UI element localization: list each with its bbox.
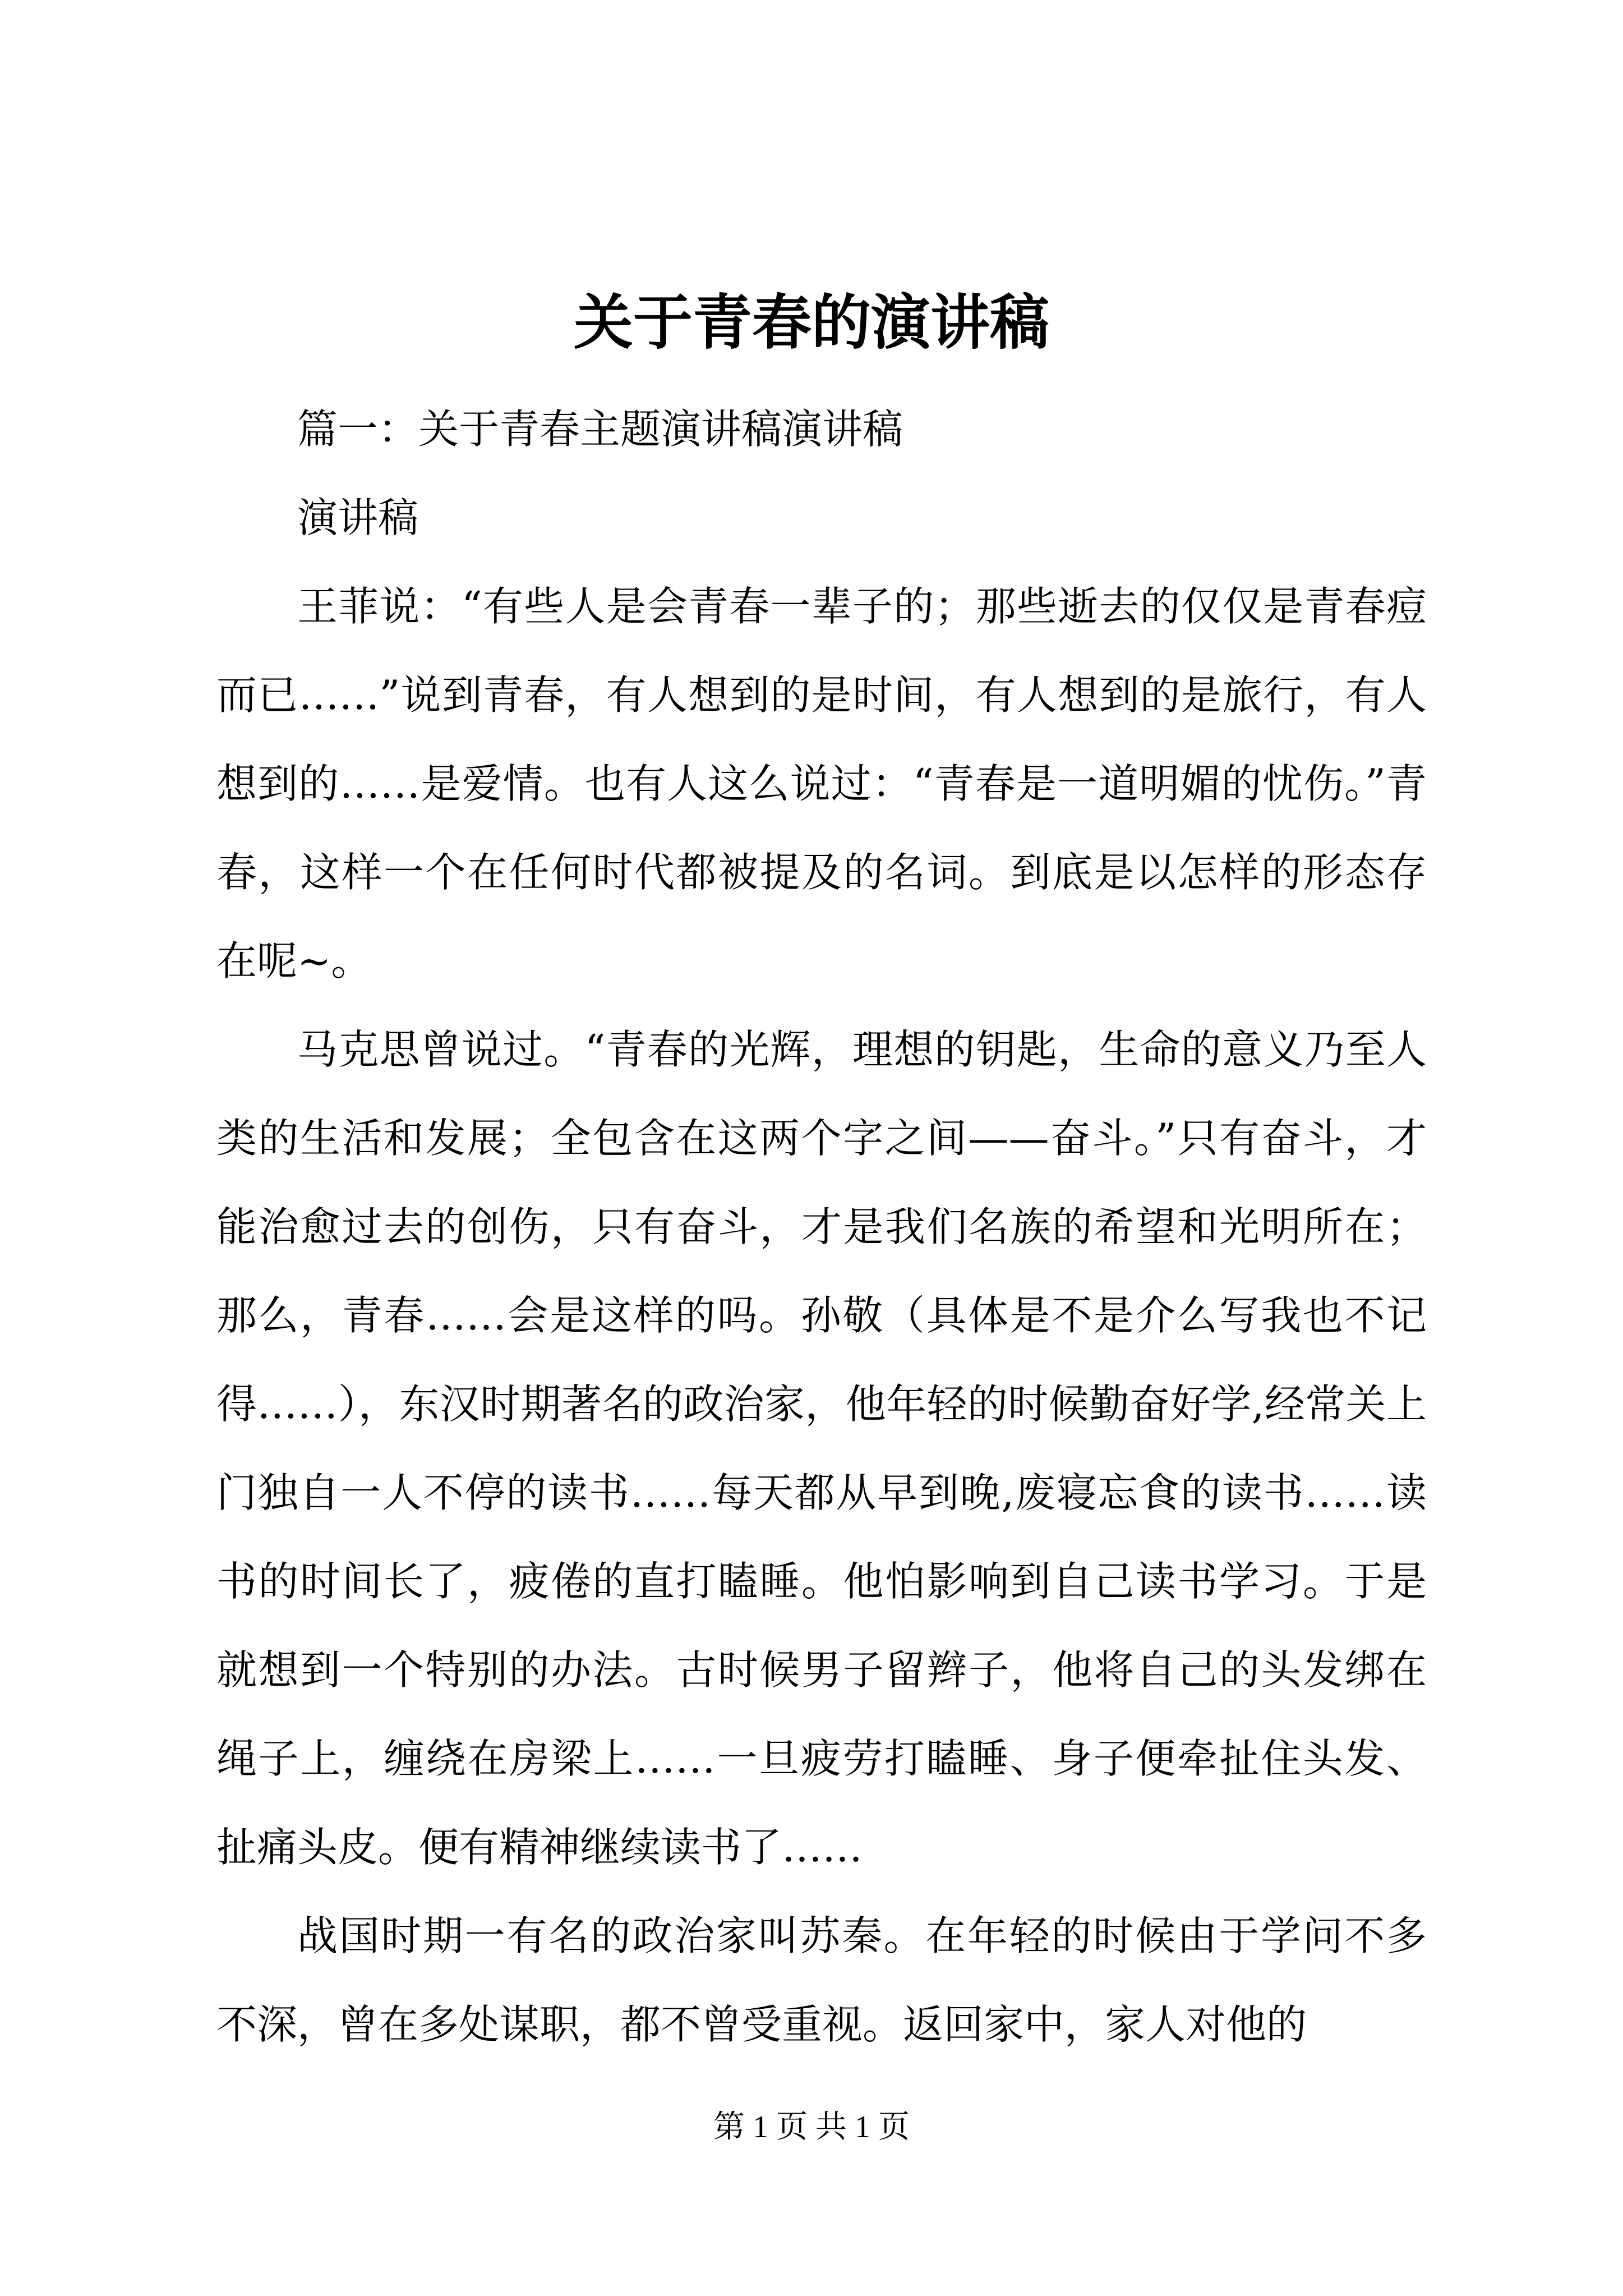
page-footer: 第 1 页 共 1 页 bbox=[713, 2110, 910, 2145]
document-body bbox=[216, 385, 1427, 2069]
body-paragraph: 战国时期一有名的政治家叫苏秦。在年轻的时候由于学问不多不深，曾在多处谋职，都不曾受重视。返回家中，家人对他的 bbox=[216, 1912, 1427, 2048]
body-paragraph: 马克思曾说过。“青春的光辉，理想的钥匙，生命的意义乃至人类的生活和发展；全包含在这两个字之间——奋斗。”只有奋斗，才能治愈过去的创伤，只有奋斗，才是我们名族的希望和光明所在；那么，青春……会是这样的吗。孙敬（具体是不是介么写我也不记得……），东汉时期著名的政治家，他年轻的时候勤奋好学,经常关上门独自一人不停的读书……每天都从早到晚,废寝忘食的读书……读书的时间长了，疲倦的直打瞌睡。他怕影响到自己读书学习。于是就想到一个特别的办法。古时候男子留辫子，他将自己的头发绑在绳子上，缠绕在房梁上……一旦疲劳打瞌睡、身子便牵扯住头发、扯痛头皮。便有精神继续读书了…… bbox=[216, 1026, 1427, 1871]
section-subheading: 演讲稿 bbox=[297, 494, 419, 541]
section-heading: 篇一：关于青春主题演讲稿演讲稿 bbox=[297, 406, 903, 453]
document-title: 关于青春的演讲稿 bbox=[574, 287, 1049, 357]
body-paragraph: 王菲说：“有些人是会青春一辈子的；那些逝去的仅仅是青春痘而已……”说到青春，有人想到的是时间，有人想到的是旅行，有人想到的……是爱情。也有人这么说过：“青春是一道明媚的忧伤。”青春，这样一个在任何时代都被提及的名词。到底是以怎样的形态存在呢~。 bbox=[216, 583, 1427, 984]
